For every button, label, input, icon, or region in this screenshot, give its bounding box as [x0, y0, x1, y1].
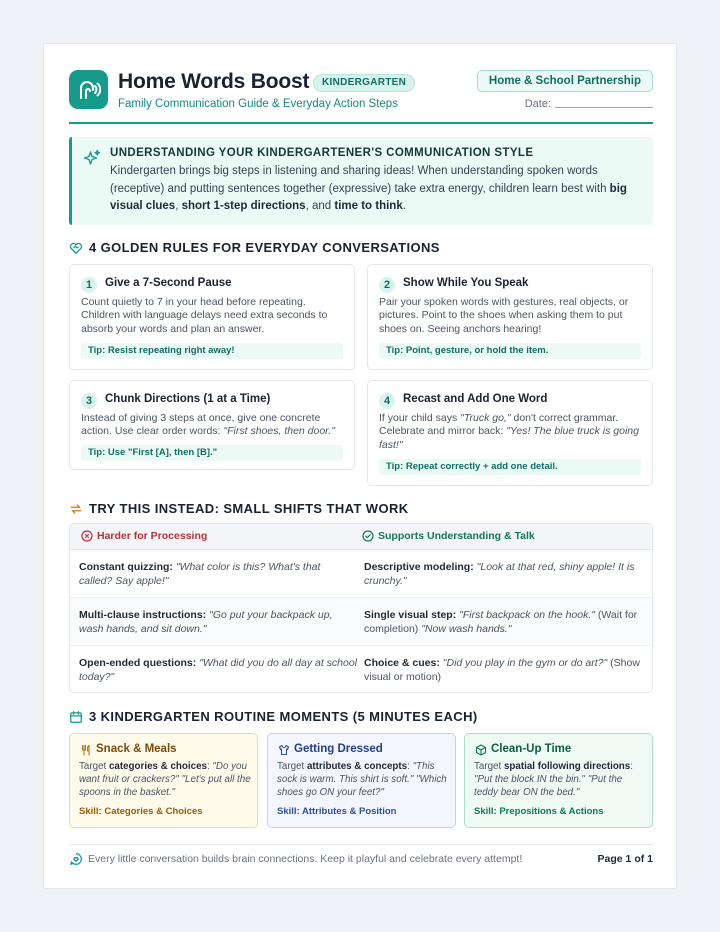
rules-section-title: 4 GOLDEN RULES FOR EVERYDAY CONVERSATIONS: [89, 240, 440, 255]
routine-body-pre: Target: [277, 761, 307, 772]
x-circle-icon: [81, 530, 93, 542]
routine-body: [474, 760, 646, 799]
rule-title: Give a 7-Second Pause: [105, 277, 232, 289]
harder-label: Constant quizzing:: [79, 561, 173, 573]
rule-tip: Tip: Repeat correctly + add one detail.: [379, 459, 641, 475]
calendar-icon: [69, 710, 83, 724]
routine-colon: :: [630, 761, 633, 772]
footer: [69, 844, 653, 874]
routine-skill: Skill: Prepositions & Actions: [474, 806, 604, 817]
page-number: Page 1 of 1: [597, 853, 653, 865]
routine-colon: :: [206, 761, 213, 772]
routine-title: Clean-Up Time: [491, 743, 572, 755]
table-header: [70, 524, 652, 550]
document-page: [43, 43, 677, 889]
harder-quote: "Go put your backpack up, wash hands, and sit down.": [79, 609, 333, 635]
page-subtitle: Family Communication Guide & Everyday Action Steps: [118, 98, 398, 110]
heart-handshake-icon: [69, 241, 83, 255]
harder-quote: "What did you do all day at school today?": [79, 657, 358, 683]
supports-cell: [364, 608, 640, 636]
rule-body-text-2: don't correct grammar. Celebrate and mirror back:: [379, 412, 619, 438]
intro-emphasis-3: time to think: [334, 200, 403, 212]
routine-title: Snack & Meals: [96, 743, 177, 755]
rule-card-4: [367, 380, 653, 486]
rule-card-2: [367, 264, 653, 370]
routine-title: Getting Dressed: [294, 743, 383, 755]
routine-body-pre: Target: [79, 761, 109, 772]
routines-section-title: 3 KINDERGARTEN ROUTINE MOMENTS (5 MINUTES EACH): [89, 709, 478, 724]
harder-quote: "What color is this? What's that called? Say apple!": [79, 561, 321, 587]
routine-examples: "Do you want fruit or crackers?" "Let's put all the spoons in the basket.": [79, 761, 251, 798]
routine-body: [277, 760, 449, 799]
harder-label: Multi-clause instructions:: [79, 609, 207, 621]
routine-body-pre: Target: [474, 761, 504, 772]
rule-body-text: If your child says: [379, 412, 461, 424]
date-blank-line: [555, 107, 653, 108]
intro-title: UNDERSTANDING YOUR KINDERGARTENER'S COMMUNICATION STYLE: [110, 147, 534, 159]
routine-skill: Skill: Attributes & Position: [277, 806, 397, 817]
harder-cell: [79, 656, 357, 684]
intro-sep-1: ,: [175, 200, 182, 212]
date-label: Date:: [524, 98, 551, 110]
header: [69, 70, 653, 124]
rule-tip: Tip: Use "First [A], then [B].": [81, 445, 343, 461]
intro-emphasis-1: big visual clues: [110, 182, 627, 212]
routine-examples: "Put the block IN the bin." "Put the teddy bear ON the bed.": [474, 774, 623, 798]
check-circle-icon: [362, 530, 374, 542]
supports-column-label: Supports Understanding & Talk: [378, 530, 535, 542]
rule-body: Pair your spoken words with gestures, real objects, or pictures. Point to the shoes when asking them to put shoes on. Seeing anchors hearing!: [379, 296, 629, 335]
supports-note: (Show visual or motion): [364, 657, 640, 683]
rule-card-3: [69, 380, 355, 470]
shifts-section-title: TRY THIS INSTEAD: SMALL SHIFTS THAT WORK: [89, 501, 409, 516]
rule-number: 1: [81, 277, 97, 293]
supports-quote: "First backpack on the hook.": [459, 609, 595, 621]
rule-title: Show While You Speak: [403, 277, 529, 289]
rule-title: Recast and Add One Word: [403, 393, 548, 405]
rule-tip: Tip: Point, gesture, or hold the item.: [379, 343, 641, 359]
rule-body: Count quietly to 7 in your head before repeating. Children with language delays need extra seconds to absorb your words and plan an answer.: [81, 296, 328, 335]
utensils-icon: [80, 743, 92, 761]
intro-text-body: Kindergarten brings big steps in listening and sharing ideas! When understanding spoken words (receptive) and putting sentences together (expressive) take extra energy, children learn best with: [110, 165, 610, 195]
intro-emphasis-2: short 1-step directions: [181, 200, 306, 212]
intro-end: .: [402, 200, 406, 212]
footer-message: Every little conversation builds brain connections. Keep it playful and celebrate every attempt!: [88, 853, 523, 865]
routine-target: categories & choices: [108, 761, 207, 772]
routine-body: [79, 760, 251, 799]
speech-logo-icon: [69, 70, 108, 109]
box-icon: [475, 743, 487, 761]
routine-target: attributes & concepts: [306, 761, 408, 772]
sparkle-icon: [83, 149, 101, 172]
harder-column-label: Harder for Processing: [97, 530, 208, 542]
routine-target: spatial following directions: [503, 761, 631, 772]
supports-label: Descriptive modeling:: [364, 561, 474, 573]
supports-label: Single visual step:: [364, 609, 457, 621]
partnership-badge: Home & School Partnership: [477, 70, 653, 92]
routine-colon: :: [407, 761, 413, 772]
table-row: [70, 646, 652, 693]
rule-body-quote-2: "Yes! The blue truck is going fast!": [379, 425, 639, 451]
rule-tip: Tip: Resist repeating right away!: [81, 343, 343, 359]
rule-card-1: [69, 264, 355, 370]
rule-number: 4: [379, 393, 395, 409]
supports-cell: [364, 560, 642, 588]
supports-quote-2: "Now wash hands.": [421, 623, 512, 635]
supports-note: (Wait for completion): [364, 609, 638, 635]
harder-label: Open-ended questions:: [79, 657, 197, 669]
rule-number: 3: [81, 393, 97, 409]
supports-label: Choice & cues:: [364, 657, 440, 669]
shirt-icon: [278, 743, 290, 761]
rule-body-quote: "Truck go,": [460, 412, 511, 424]
routine-examples: "This sock is warm. This shirt is soft." "Which shoes go ON your feet?": [277, 761, 447, 798]
routine-card-snack: [69, 733, 258, 828]
table-row: [70, 598, 652, 646]
supports-cell: [364, 656, 642, 684]
rule-title: Chunk Directions (1 at a Time): [105, 393, 271, 405]
harder-cell: [79, 560, 355, 588]
grade-badge: KINDERGARTEN: [313, 74, 415, 92]
rule-body-quote: "First shoes, then door.": [223, 425, 335, 438]
supports-quote: "Look at that red, shiny apple! It is crunchy.": [364, 561, 635, 587]
routine-card-cleanup: [464, 733, 653, 828]
intro-sep-2: , and: [305, 200, 335, 212]
routine-card-dressing: [267, 733, 456, 828]
date-field: [525, 98, 653, 110]
rule-body: [81, 412, 347, 439]
intro-callout: [69, 137, 653, 225]
harder-cell: [79, 608, 359, 636]
shifts-table: [69, 523, 653, 693]
rule-body-text: Instead of giving 3 steps at once, give one concrete action. Use clear order words:: [81, 412, 321, 438]
chat-heart-icon: [69, 852, 83, 866]
supports-quote: "Did you play in the gym or do art?": [442, 657, 608, 669]
swap-arrows-icon: [69, 502, 83, 516]
rule-number: 2: [379, 277, 395, 293]
rule-body: [379, 412, 645, 452]
routine-skill: Skill: Categories & Choices: [79, 806, 203, 817]
table-row: [70, 550, 652, 598]
header-divider: [69, 122, 653, 124]
intro-text: [110, 163, 640, 216]
page-title: Home Words Boost: [118, 70, 310, 93]
